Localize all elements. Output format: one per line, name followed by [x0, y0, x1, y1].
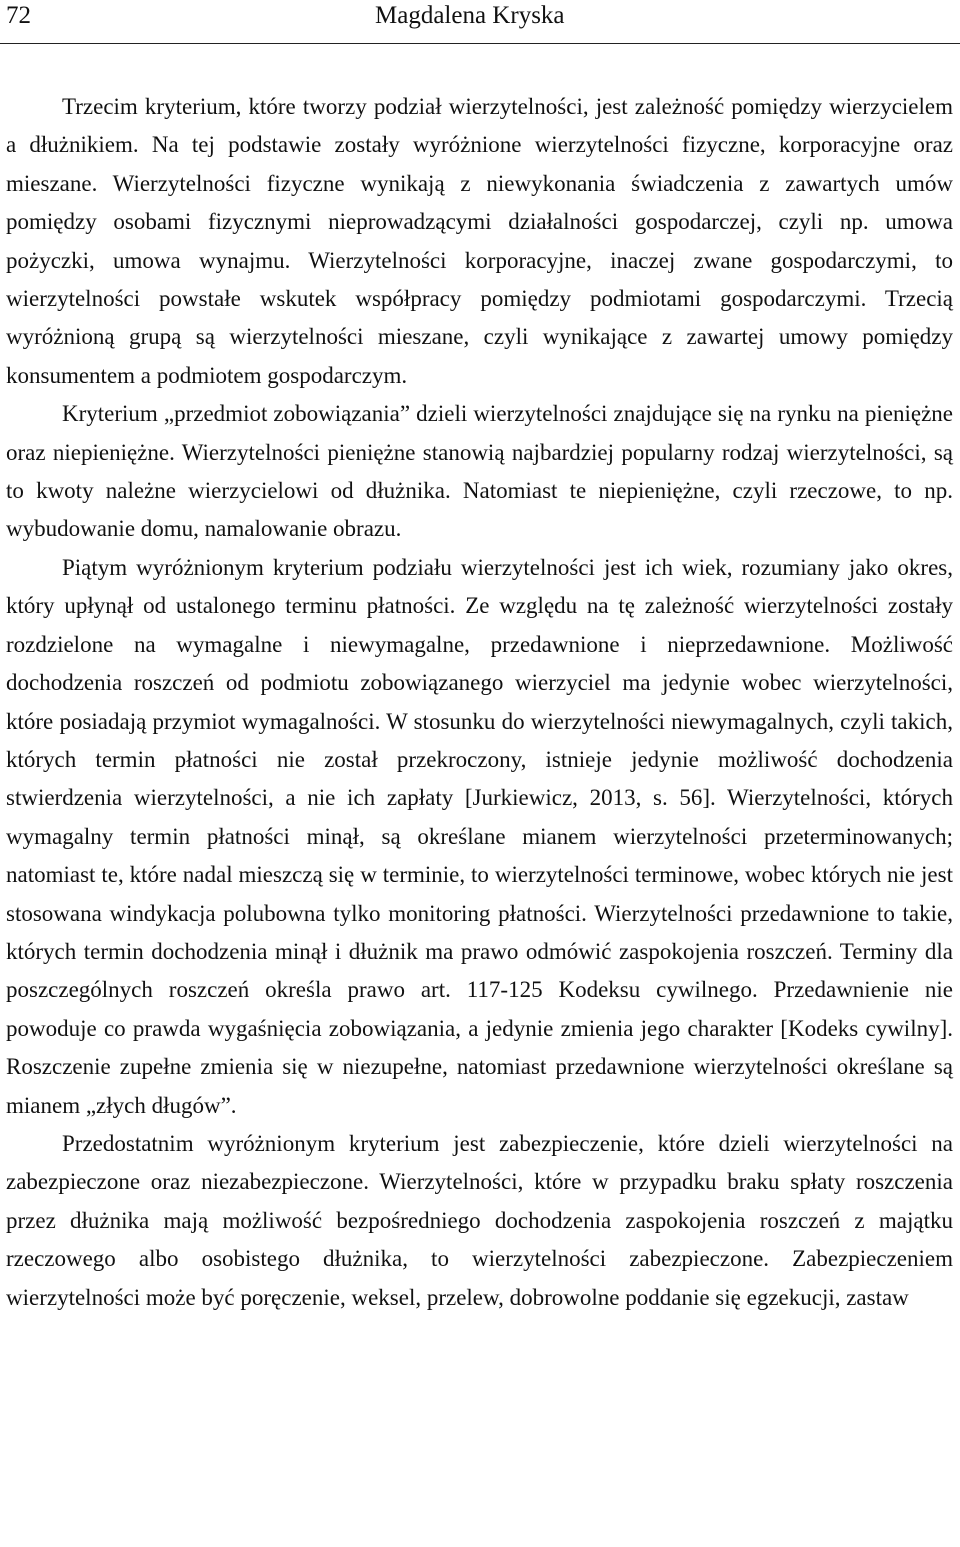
body-text: [6, 88, 953, 1317]
paragraph: Trzecim kryterium, które tworzy podział wierzytelności, jest zależność pomiędzy wierzycielem a dłużnikiem. Na tej podstawie zostały wyróżnione wierzytelności fizyczne, korporacyjne oraz mieszane. Wierzytelności fizyczne wynikają z niewykonania świadczenia z zawartych umów pomiędzy osobami fizycznymi nieprowadzącymi działalności gospodarczej, czyli np. umowa pożyczki, umowa wynajmu. Wierzytelności korporacyjne, inaczej zwane gospodarczymi, to wierzytelności powstałe wskutek współpracy pomiędzy podmiotami gospodarczymi. Trzecią wyróżnioną grupą są wierzytelności mieszane, czyli wynikające z zawartej umowy pomiędzy konsumentem a podmiotem gospodarczym.: [6, 94, 953, 388]
running-header-author: Magdalena Kryska: [375, 2, 565, 29]
header-rule: [0, 43, 960, 44]
paragraph: Piątym wyróżnionym kryterium podziału wierzytelności jest ich wiek, rozumiany jako okres, który upłynął od ustalonego terminu płatności. Ze względu na tę zależność wierzytelności zostały rozdzielone na wymagalne i niewymagalne, przedawnione i nieprzedawnione. Możliwość dochodzenia roszczeń od podmiotu zobowiązanego wierzyciel ma jedynie wobec wierzytelności, które posiadają przymiot wymagalności. W stosunku do wierzytelności niewymagalnych, czyli takich, których termin płatności nie został przekroczony, istnieje jedynie możliwość dochodzenia stwierdzenia wierzytelności, a nie ich zapłaty [Jurkiewicz, 2013, s. 56]. Wierzytelności, których wymagalny termin płatności minął, są określane mianem wierzytelności przeterminowanych; natomiast te, które nadal mieszczą się w terminie, to wierzytelności terminowe, wobec których nie jest stosowana windykacja polubowna tylko monitoring płatności. Wierzytelności przedawnione to takie, których termin dochodzenia minął i dłużnik ma prawo odmówić zaspokojenia roszczeń. Terminy dla poszczególnych roszczeń określa prawo art. 117-125 Kodeksu cywilnego. Przedawnienie nie powoduje co prawda wygaśnięcia zobowiązania, a jedynie zmienia jego charakter [Kodeks cywilny]. Roszczenie zupełne zmienia się w niezupełne, natomiast przedawnione wierzytelności określane są mianem „złych długów”.: [6, 554, 953, 1118]
page-number: 72: [6, 2, 31, 29]
paragraph: Kryterium „przedmiot zobowiązania” dzieli wierzytelności znajdujące się na rynku na pieniężne oraz niepieniężne. Wierzytelności pieniężne stanowią najbardziej popularny rodzaj wierzytelności, są to kwoty należne wierzycielowi od dłużnika. Natomiast te niepieniężne, czyli rzeczowe, to np. wybudowanie domu, namalowanie obrazu.: [6, 401, 953, 542]
paragraph: Przedostatnim wyróżnionym kryterium jest zabezpieczenie, które dzieli wierzytelności na zabezpieczone oraz niezabezpieczone. Wierzytelności, które w przypadku braku spłaty roszczenia przez dłużnika mają możliwość bezpośredniego dochodzenia zaspokojenia roszczeń z majątku rzeczowego albo osobistego dłużnika, to wierzytelności zabezpieczone. Zabezpieczeniem wierzytelności może być poręczenie, weksel, przelew, dobrowolne poddanie się egzekucji, zastaw: [6, 1130, 953, 1310]
running-header: [0, 0, 960, 44]
